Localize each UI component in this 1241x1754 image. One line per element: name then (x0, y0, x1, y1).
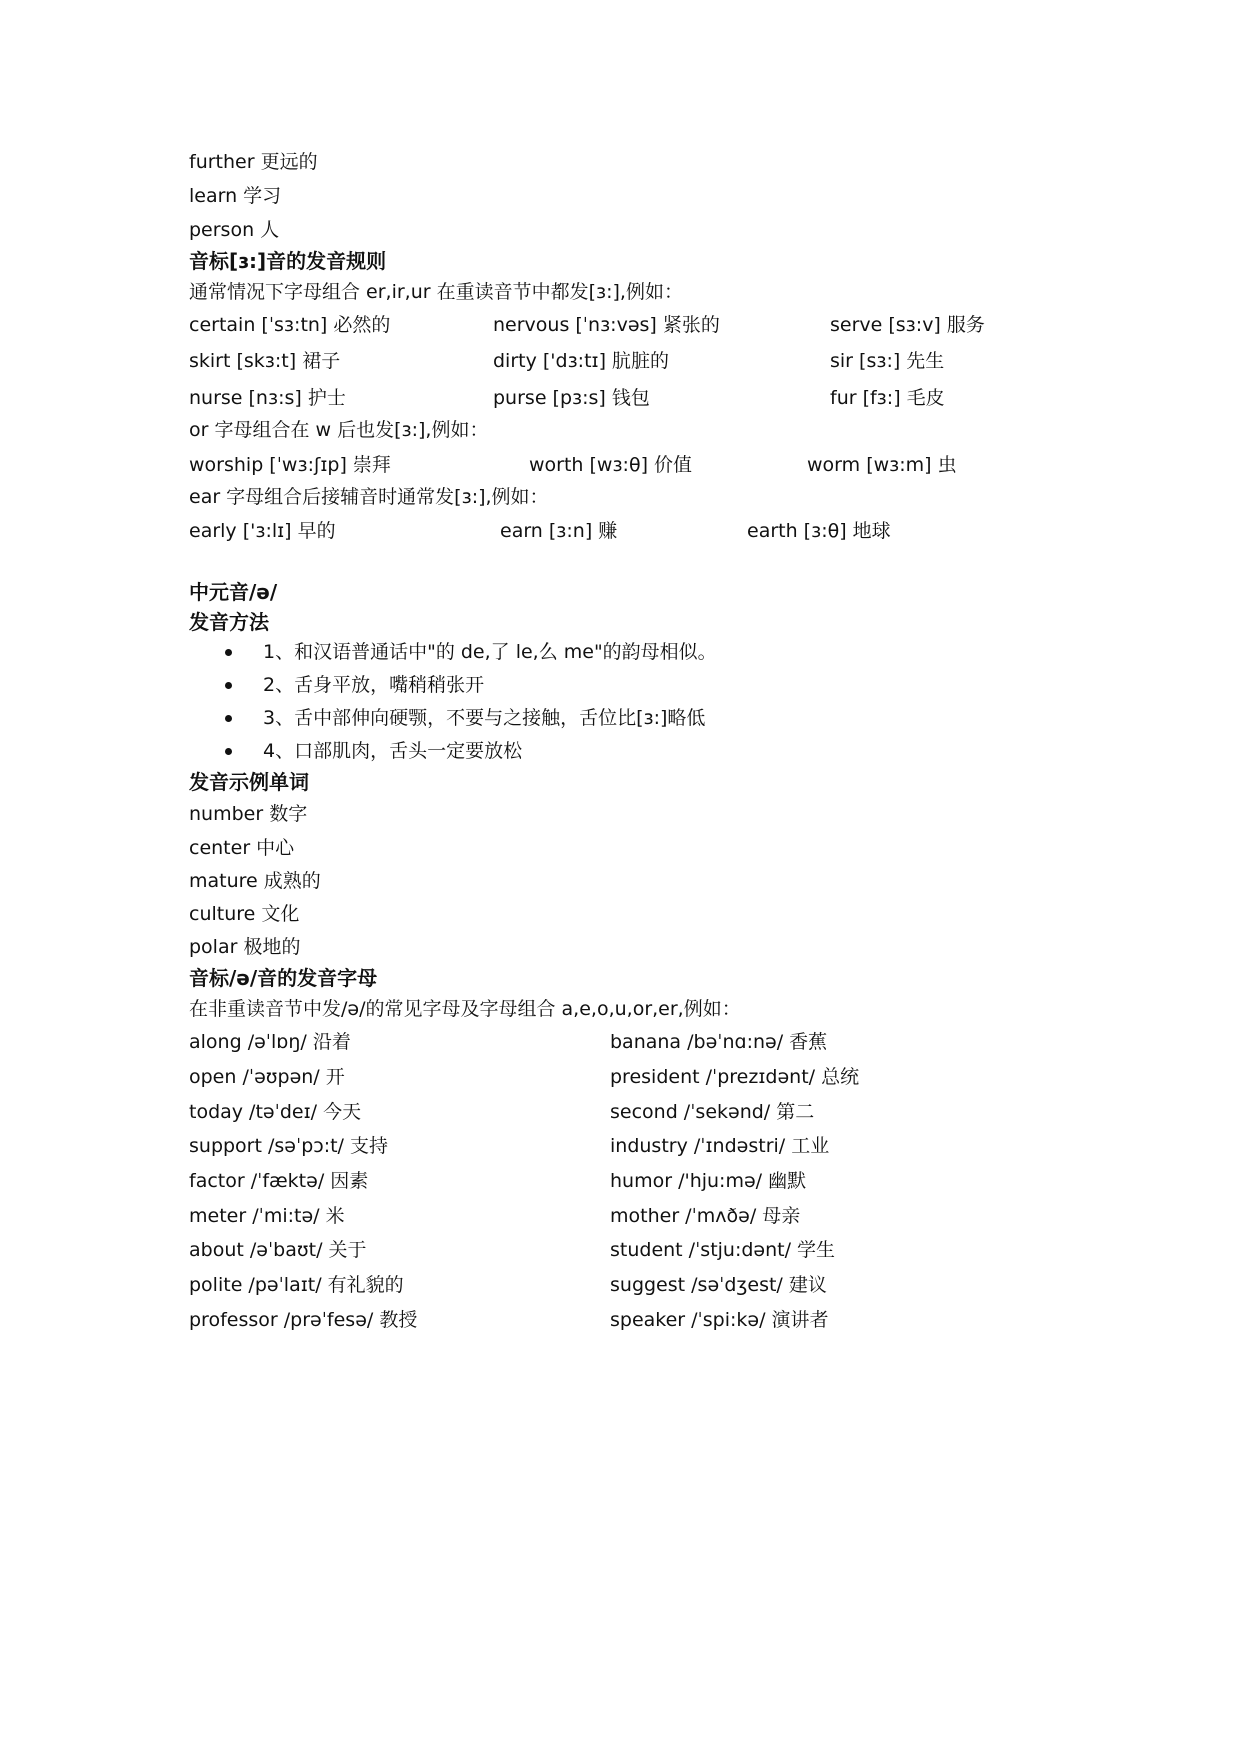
list-item: 3、舌中部伸向硬颚，不要与之接触，舌位比[ɜ:]略低 (189, 706, 1089, 739)
word-entry: earth [ɜ:θ] 地球 (747, 520, 891, 542)
section-heading: 音标[ɜ:]音的发音规则 (189, 249, 387, 273)
word-row (189, 1238, 1089, 1262)
word-entry: along /əˈlɒŋ/ 沿着 (189, 1031, 351, 1053)
word-entry: nervous [ˈnɜ:vəs] 紧张的 (493, 314, 720, 336)
word-entry: meter /ˈmi:tə/ 米 (189, 1205, 345, 1227)
word-entry: support /səˈpɔ:t/ 支持 (189, 1135, 388, 1157)
word-entry: suggest /səˈdʒest/ 建议 (610, 1274, 827, 1296)
word-row (189, 1030, 1089, 1054)
rule-text: 通常情况下字母组合 er,ir,ur 在重读音节中都发[ɜ:],例如： (189, 281, 683, 303)
word-entry: fur [fɜ:] 毛皮 (830, 387, 945, 409)
word-entry: skirt [skɜ:t] 裙子 (189, 350, 341, 372)
word-row (189, 349, 1089, 373)
word-entry: serve [sɜ:v] 服务 (830, 314, 985, 336)
word-entry: humor /'hju:mə/ 幽默 (610, 1170, 807, 1192)
list-item: 1、和汉语普通话中"的 de,了 le,么 me"的韵母相似。 (189, 640, 1089, 673)
example-word: polar 极地的 (189, 936, 301, 958)
word-row (189, 1065, 1089, 1089)
example-word: culture 文化 (189, 903, 300, 925)
word-entry: second /ˈsekənd/ 第二 (610, 1101, 815, 1123)
word-row (189, 1134, 1089, 1158)
word-entry: worship [ˈwɜ:ʃɪp] 崇拜 (189, 454, 391, 476)
bullet-icon (225, 715, 232, 722)
word-entry: sir [sɜ:] 先生 (830, 350, 945, 372)
list-item: 4、口部肌肉，舌头一定要放松 (189, 739, 1089, 772)
word-row (189, 519, 1089, 543)
word-entry: mother /ˈmʌðə/ 母亲 (610, 1205, 801, 1227)
bullet-icon (225, 649, 232, 656)
word-entry: polite /pəˈlaɪt/ 有礼貌的 (189, 1274, 404, 1296)
word-entry: today /təˈdeɪ/ 今天 (189, 1101, 362, 1123)
rule-text: 在非重读音节中发/ə/的常见字母及字母组合 a,e,o,u,or,er,例如： (189, 998, 741, 1020)
word-entry: early ['ɜ:lɪ] 早的 (189, 520, 336, 542)
method-list (189, 640, 1089, 772)
subsection-heading: 发音方法 (189, 610, 269, 634)
word-entry: professor /prəˈfesə/ 教授 (189, 1309, 418, 1331)
intro-word: further 更远的 (189, 151, 318, 173)
subsection-heading: 音标/ə/音的发音字母 (189, 966, 378, 990)
example-word: mature 成熟的 (189, 870, 321, 892)
word-entry: worm [wɜ:m] 虫 (807, 454, 957, 476)
word-entry: president /ˈprezɪdənt/ 总统 (610, 1066, 860, 1088)
word-row (189, 1100, 1089, 1124)
word-entry: open /ˈəʊpən/ 开 (189, 1066, 345, 1088)
word-entry: earn [ɜ:n] 赚 (500, 520, 618, 542)
word-entry: student /ˈstju:dənt/ 学生 (610, 1239, 836, 1261)
word-row (189, 453, 1089, 477)
intro-word: learn 学习 (189, 185, 282, 207)
word-entry: industry /ˈɪndəstri/ 工业 (610, 1135, 830, 1157)
word-row (189, 1273, 1089, 1297)
word-row (189, 1308, 1089, 1332)
word-entry: speaker /ˈspi:kə/ 演讲者 (610, 1309, 829, 1331)
intro-word: person 人 (189, 219, 280, 241)
example-word: center 中心 (189, 837, 295, 859)
bullet-icon (225, 748, 232, 755)
word-entry: nurse [nɜ:s] 护士 (189, 387, 346, 409)
subsection-heading: 发音示例单词 (189, 770, 309, 794)
word-row (189, 1169, 1089, 1193)
word-row (189, 386, 1089, 410)
example-word: number 数字 (189, 803, 308, 825)
word-entry: certain [ˈsɜ:tn] 必然的 (189, 314, 391, 336)
word-entry: worth [wɜ:θ] 价值 (529, 454, 693, 476)
bullet-icon (225, 682, 232, 689)
word-entry: factor /ˈfæktə/ 因素 (189, 1170, 369, 1192)
rule-text: ear 字母组合后接辅音时通常发[ɜ:],例如： (189, 486, 549, 508)
word-entry: banana /bəˈnɑ:nə/ 香蕉 (610, 1031, 828, 1053)
list-item: 2、舌身平放，嘴稍稍张开 (189, 673, 1089, 706)
rule-text: or 字母组合在 w 后也发[ɜ:],例如： (189, 419, 489, 441)
word-entry: about /əˈbaʊt/ 关于 (189, 1239, 367, 1261)
word-entry: purse [pɜ:s] 钱包 (493, 387, 650, 409)
word-row (189, 1204, 1089, 1228)
word-row (189, 313, 1089, 337)
section-heading: 中元音/ə/ (189, 580, 278, 604)
word-entry: dirty ['dɜ:tɪ] 肮脏的 (493, 350, 670, 372)
